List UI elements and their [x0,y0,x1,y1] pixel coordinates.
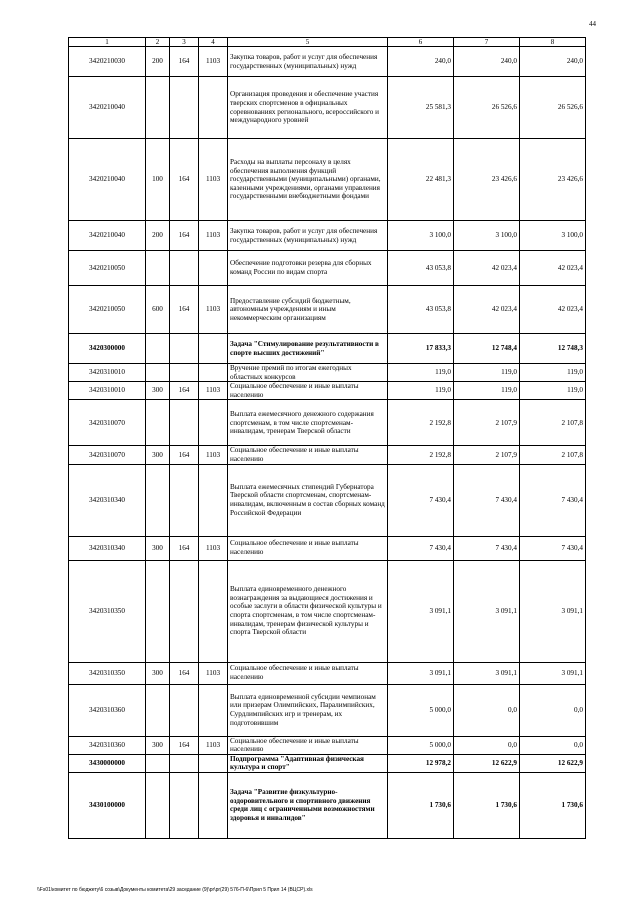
code-cell: 3420310070 [69,400,146,446]
table-row [69,47,586,77]
value-col8-cell: 42 023,4 [520,251,586,286]
col2-cell: 300 [146,382,170,400]
table-row [69,736,586,754]
col4-cell [199,400,228,446]
page-number: 44 [589,20,596,28]
value-col8-cell: 1 730,6 [520,772,586,838]
table-header-row [69,38,586,47]
col4-cell [199,560,228,662]
table-row [69,400,586,446]
value-col7-cell: 3 100,0 [454,221,520,251]
col2-cell: 200 [146,47,170,77]
col4-cell [199,772,228,838]
col3-cell: 164 [170,662,199,684]
value-col7-cell: 240,0 [454,47,520,77]
value-col7-cell: 42 023,4 [454,251,520,286]
code-cell: 3420300000 [69,334,146,364]
name-cell: Подпрограмма "Адаптивная физическая культура и спорт" [228,754,388,772]
value-col8-cell: 0,0 [520,684,586,736]
col4-cell: 1103 [199,662,228,684]
col4-cell: 1103 [199,47,228,77]
column-number-header: 3 [170,38,199,47]
col3-cell: 164 [170,382,199,400]
code-cell: 3420210040 [69,77,146,139]
column-number-header: 5 [228,38,388,47]
col3-cell [170,754,199,772]
value-col6-cell: 3 091,1 [388,560,454,662]
name-cell: Выплата ежемесячного денежного содержания спортсменам, в том числе спортсменам-инвалидам, тренерам Тверской области [228,400,388,446]
name-cell: Выплата ежемесячных стипендий Губернатора Тверской области спортсменам, спортсменам-инвалидам, включенным в состав сборных команд Российской Федерации [228,464,388,536]
value-col8-cell: 119,0 [520,382,586,400]
col3-cell [170,400,199,446]
value-col6-cell: 22 481,3 [388,139,454,221]
value-col6-cell: 17 833,3 [388,334,454,364]
code-cell: 3420310340 [69,536,146,560]
code-cell: 3420210050 [69,286,146,334]
col2-cell [146,464,170,536]
name-cell: Обеспечение подготовки резерва для сборных команд России по видам спорта [228,251,388,286]
col2-cell: 600 [146,286,170,334]
value-col7-cell: 12 622,9 [454,754,520,772]
code-cell: 3420310360 [69,684,146,736]
table-row [69,334,586,364]
value-col6-cell: 3 091,1 [388,662,454,684]
file-path-footer: \\Fs01\комитет по бюджету\6 созыв\Документы комитета\29 заседание (9)\pr\pr(29) 576-П-6\Прил 5 Прил 14 (ВЦСР).xls [37,887,313,893]
value-col8-cell: 3 091,1 [520,662,586,684]
value-col6-cell: 2 192,8 [388,446,454,464]
table-row [69,754,586,772]
col2-cell [146,754,170,772]
value-col6-cell: 12 978,2 [388,754,454,772]
col4-cell: 1103 [199,286,228,334]
col4-cell [199,334,228,364]
budget-table [68,37,586,839]
value-col6-cell: 119,0 [388,364,454,382]
value-col6-cell: 43 053,8 [388,286,454,334]
code-cell: 3420210030 [69,47,146,77]
col3-cell [170,464,199,536]
col2-cell: 200 [146,221,170,251]
value-col6-cell: 2 192,8 [388,400,454,446]
value-col8-cell: 0,0 [520,736,586,754]
value-col8-cell: 240,0 [520,47,586,77]
col4-cell [199,364,228,382]
value-col7-cell: 2 107,9 [454,400,520,446]
col4-cell: 1103 [199,382,228,400]
value-col8-cell: 3 091,1 [520,560,586,662]
value-col7-cell: 23 426,6 [454,139,520,221]
col2-cell [146,772,170,838]
col2-cell: 100 [146,139,170,221]
col3-cell [170,772,199,838]
value-col8-cell: 42 023,4 [520,286,586,334]
col3-cell [170,334,199,364]
value-col8-cell: 2 107,8 [520,400,586,446]
value-col6-cell: 3 100,0 [388,221,454,251]
name-cell: Закупка товаров, работ и услуг для обеспечения государственных (муниципальных) нужд [228,47,388,77]
value-col7-cell: 1 730,6 [454,772,520,838]
name-cell: Закупка товаров, работ и услуг для обеспечения государственных (муниципальных) нужд [228,221,388,251]
col2-cell: 300 [146,662,170,684]
value-col7-cell: 26 526,6 [454,77,520,139]
col3-cell [170,77,199,139]
col3-cell: 164 [170,47,199,77]
value-col7-cell: 7 430,4 [454,536,520,560]
value-col7-cell: 0,0 [454,684,520,736]
table-row [69,536,586,560]
value-col8-cell: 7 430,4 [520,464,586,536]
name-cell: Выплата единовременного денежного вознаграждения за выдающиеся достижения и особые заслуги в области физической культуры и спорта спортсменам, в том числе спортсменам-инвалидам, тренерам физической культуры и спорта Тверской области [228,560,388,662]
col2-cell: 300 [146,736,170,754]
column-number-header: 8 [520,38,586,47]
code-cell: 3420210050 [69,251,146,286]
value-col6-cell: 1 730,6 [388,772,454,838]
col4-cell: 1103 [199,736,228,754]
value-col8-cell: 3 100,0 [520,221,586,251]
value-col7-cell: 12 748,4 [454,334,520,364]
col2-cell: 300 [146,536,170,560]
table-row [69,77,586,139]
value-col6-cell: 43 053,8 [388,251,454,286]
table-row [69,221,586,251]
name-cell: Задача "Развитие физкультурно-оздоровительного и спортивного движения среди лиц с ограниченными возможностями здоровья и инвалидов" [228,772,388,838]
col3-cell [170,684,199,736]
value-col7-cell: 2 107,9 [454,446,520,464]
value-col8-cell: 2 107,8 [520,446,586,464]
table-row [69,446,586,464]
value-col6-cell: 5 000,0 [388,736,454,754]
value-col6-cell: 119,0 [388,382,454,400]
col3-cell [170,251,199,286]
column-number-header: 2 [146,38,170,47]
code-cell: 3420310350 [69,662,146,684]
code-cell: 3420310070 [69,446,146,464]
name-cell: Задача "Стимулирование результативности в спорте высших достижений" [228,334,388,364]
col4-cell: 1103 [199,446,228,464]
col4-cell: 1103 [199,139,228,221]
col2-cell [146,364,170,382]
col2-cell [146,251,170,286]
table-row [69,662,586,684]
value-col8-cell: 26 526,6 [520,77,586,139]
col3-cell: 164 [170,139,199,221]
name-cell: Выплата единовременной субсидии чемпионам или призерам Олимпийских, Паралимпийских, Сурдлимпийских игр и тренерам, их подготовившим [228,684,388,736]
code-cell: 3430100000 [69,772,146,838]
col4-cell [199,684,228,736]
value-col6-cell: 25 581,3 [388,77,454,139]
table-row [69,464,586,536]
code-cell: 3420310350 [69,560,146,662]
column-number-header: 6 [388,38,454,47]
value-col6-cell: 7 430,4 [388,464,454,536]
column-number-header: 4 [199,38,228,47]
col2-cell [146,560,170,662]
code-cell: 3420210040 [69,221,146,251]
table-row [69,251,586,286]
name-cell: Социальное обеспечение и иные выплаты населению [228,662,388,684]
table-row [69,382,586,400]
table-row [69,560,586,662]
value-col7-cell: 119,0 [454,364,520,382]
value-col8-cell: 12 748,3 [520,334,586,364]
col2-cell [146,334,170,364]
code-cell: 3430000000 [69,754,146,772]
col2-cell [146,684,170,736]
table-row [69,139,586,221]
name-cell: Социальное обеспечение и иные выплаты населению [228,382,388,400]
value-col6-cell: 5 000,0 [388,684,454,736]
col4-cell [199,251,228,286]
col2-cell: 300 [146,446,170,464]
col3-cell: 164 [170,536,199,560]
code-cell: 3420310360 [69,736,146,754]
value-col8-cell: 7 430,4 [520,536,586,560]
col3-cell [170,364,199,382]
value-col8-cell: 119,0 [520,364,586,382]
col2-cell [146,400,170,446]
value-col7-cell: 119,0 [454,382,520,400]
col2-cell [146,77,170,139]
name-cell: Вручение премий по итогам ежегодных областных конкурсов [228,364,388,382]
col3-cell [170,560,199,662]
col4-cell [199,77,228,139]
name-cell: Социальное обеспечение и иные выплаты населению [228,536,388,560]
col3-cell: 164 [170,286,199,334]
name-cell: Социальное обеспечение и иные выплаты населению [228,736,388,754]
value-col8-cell: 23 426,6 [520,139,586,221]
code-cell: 3420310010 [69,364,146,382]
table-row [69,772,586,838]
table-row [69,286,586,334]
table-row [69,364,586,382]
col4-cell [199,754,228,772]
value-col7-cell: 3 091,1 [454,662,520,684]
col4-cell [199,464,228,536]
value-col7-cell: 0,0 [454,736,520,754]
value-col7-cell: 42 023,4 [454,286,520,334]
col3-cell: 164 [170,221,199,251]
value-col6-cell: 240,0 [388,47,454,77]
name-cell: Организация проведения и обеспечение участия тверских спортсменов в официальных соревнованиях регионального, всероссийского и международного уровней [228,77,388,139]
name-cell: Социальное обеспечение и иные выплаты населению [228,446,388,464]
column-number-header: 7 [454,38,520,47]
name-cell: Предоставление субсидий бюджетным, автономным учреждениям и иным некоммерческим организациям [228,286,388,334]
col4-cell: 1103 [199,536,228,560]
col3-cell: 164 [170,736,199,754]
value-col7-cell: 3 091,1 [454,560,520,662]
table-row [69,684,586,736]
name-cell: Расходы на выплаты персоналу в целях обеспечения выполнения функций государственными (муниципальными) органами, казенными учреждениями, органами управления государственными внебюджетными фондами [228,139,388,221]
code-cell: 3420310340 [69,464,146,536]
col4-cell: 1103 [199,221,228,251]
code-cell: 3420310010 [69,382,146,400]
col3-cell: 164 [170,446,199,464]
column-number-header: 1 [69,38,146,47]
value-col8-cell: 12 622,9 [520,754,586,772]
code-cell: 3420210040 [69,139,146,221]
value-col6-cell: 7 430,4 [388,536,454,560]
value-col7-cell: 7 430,4 [454,464,520,536]
